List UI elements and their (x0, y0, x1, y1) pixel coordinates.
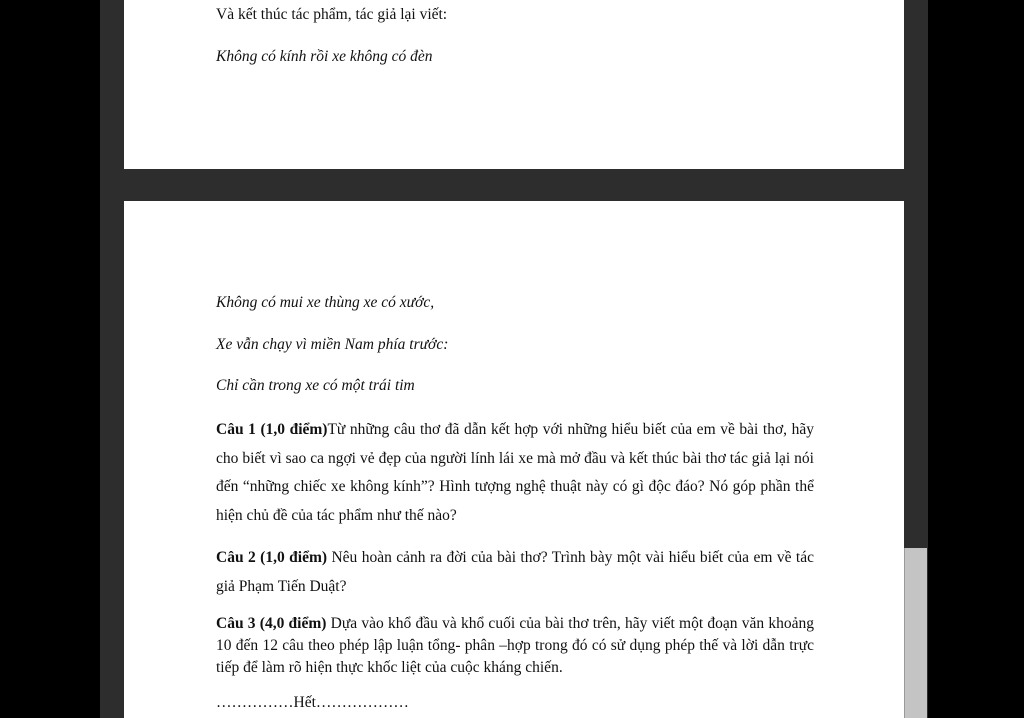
verse-line: Không có kính rồi xe không có đèn (216, 48, 433, 65)
question-2 (216, 543, 814, 601)
end-marker: ……………Hết……………… (216, 694, 409, 711)
question-3-text: Dựa vào khổ đầu và khổ cuối của bài thơ trên, hãy viết một đoạn văn khoảng 10 đến 12 câu theo phép lập luận tổng- phân –hợp trong đó có sử dụng phép thế và lời dẫn trực tiếp để làm rõ hiện thực khốc liệt của cuộc kháng chiến. (216, 615, 815, 676)
verse-line-3: Chỉ cần trong xe có một trái tim (216, 377, 415, 394)
document-page-2 (124, 201, 904, 718)
intro-line: Và kết thúc tác phẩm, tác giả lại viết: (216, 6, 448, 23)
left-letterbox (0, 0, 100, 718)
question-3-label: Câu 3 (4,0 điểm) (216, 615, 327, 632)
question-2-text: Nêu hoàn cảnh ra đời của bài thơ? Trình bày một vài hiểu biết của em về tác giả Phạm Tiến Duật? (216, 549, 814, 595)
document-page-1 (124, 0, 904, 169)
question-1-label: Câu 1 (1,0 điểm) (216, 421, 328, 438)
verse-line-1: Không có mui xe thùng xe có xước, (216, 294, 435, 311)
question-1 (216, 416, 814, 530)
question-1-text: Từ những câu thơ đã dẫn kết hợp với những hiểu biết của em về bài thơ, hãy cho biết vì sao ca ngợi vẻ đẹp của người lính lái xe mà mở đầu và kết thúc bài thơ tác giả lại nói đến “những chiếc xe không kính”? Hình tượng nghệ thuật này có gì độc đáo? Nó góp phần thể hiện chủ đề của tác phẩm như thế nào? (216, 421, 814, 524)
question-3 (216, 613, 814, 679)
scrollbar-thumb[interactable] (904, 548, 927, 718)
right-letterbox (928, 0, 1024, 718)
verse-line-2: Xe vẫn chạy vì miền Nam phía trước: (216, 336, 449, 353)
question-2-label: Câu 2 (1,0 điểm) (216, 549, 328, 566)
